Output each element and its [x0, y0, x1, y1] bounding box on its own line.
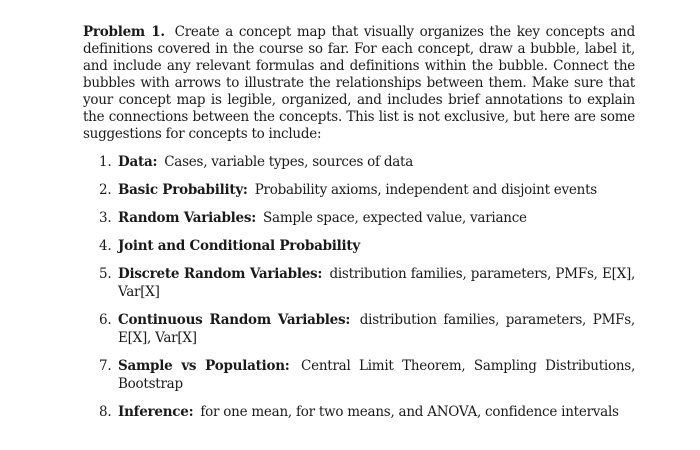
list-item-number: 1.: [99, 154, 112, 170]
list-item-description: Probability axioms, independent and disjoint events: [254, 182, 597, 198]
list-item-term: Sample vs Population:: [118, 358, 290, 374]
list-item-number: 7.: [99, 358, 112, 374]
list-item-description: distribution families, parameters, PMFs, E[X], Var[X]: [118, 266, 635, 300]
problem-document: [83, 24, 635, 431]
list-item-term: Joint and Conditional Probability: [118, 238, 360, 254]
list-item-number: 4.: [99, 238, 112, 254]
list-item-number: 5.: [99, 266, 112, 282]
list-item: [83, 311, 635, 347]
list-item: [83, 357, 635, 393]
problem-statement: [83, 24, 635, 143]
list-item-description: for one mean, for two means, and ANOVA, confidence intervals: [200, 404, 619, 420]
list-item: [83, 153, 635, 171]
list-item-term: Data:: [118, 154, 158, 170]
list-item-description: Central Limit Theorem, Sampling Distributions, Bootstrap: [118, 358, 636, 392]
list-item: [83, 265, 635, 301]
list-item-number: 2.: [99, 182, 112, 198]
list-item-number: 8.: [99, 404, 112, 420]
list-item: [83, 181, 635, 199]
list-item: [83, 403, 635, 421]
concept-suggestion-list: [83, 153, 635, 421]
list-item-term: Discrete Random Variables:: [118, 266, 323, 282]
list-item-term: Basic Probability:: [118, 182, 248, 198]
problem-text: Create a concept map that visually organizes the key concepts and definitions covered in the course so far. For each concept, draw a bubble, label it, and include any relevant formulas and definitions within the bubble. Connect the bubbles with arrows to illustrate the relationships between them. Make sure that your concept map is legible, organized, and includes brief annotations to explain the connections between the concepts. This list is not exclusive, but here are some suggestions for concepts to include:: [83, 24, 635, 142]
list-item: [83, 237, 635, 255]
list-item-number: 3.: [99, 210, 112, 226]
list-item-description: Sample space, expected value, variance: [263, 210, 527, 226]
list-item-description: Cases, variable types, sources of data: [164, 154, 414, 170]
list-item-term: Inference:: [118, 404, 194, 420]
list-item-description: distribution families, parameters, PMFs, E[X], Var[X]: [118, 312, 635, 346]
list-item-number: 6.: [99, 312, 112, 328]
problem-label: Problem 1.: [83, 24, 165, 40]
list-item-term: Random Variables:: [118, 210, 256, 226]
list-item-term: Continuous Random Variables:: [118, 312, 351, 328]
list-item: [83, 209, 635, 227]
